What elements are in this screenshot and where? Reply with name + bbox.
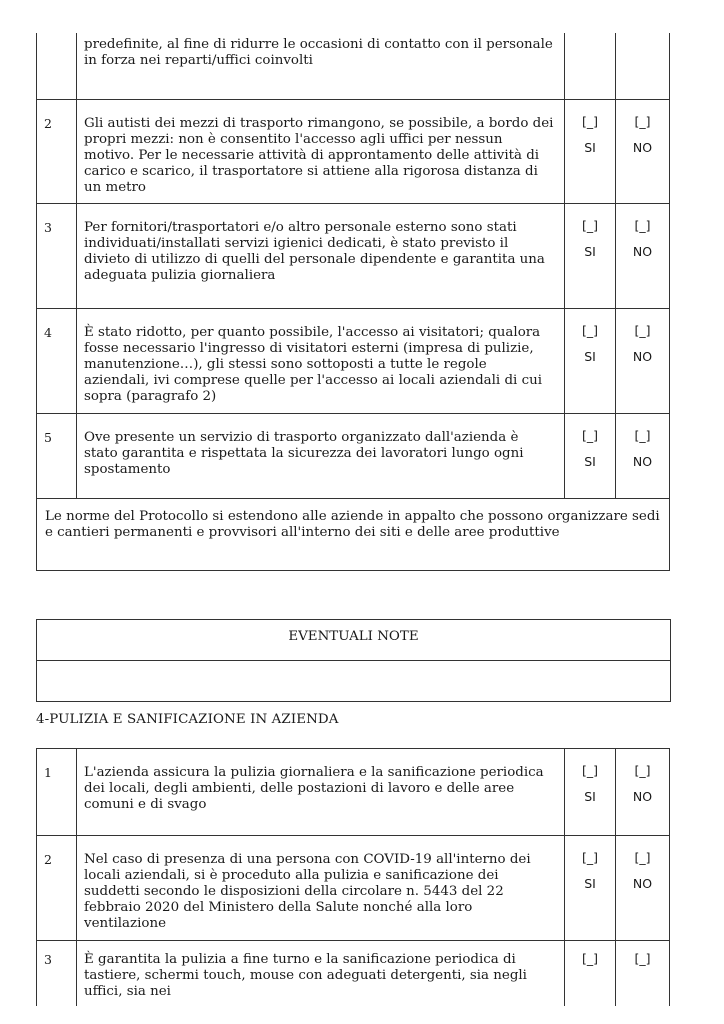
si-checkbox[interactable]: [_] — [581, 951, 598, 966]
table-row — [37, 749, 670, 836]
table-row — [37, 413, 670, 498]
no-cell — [616, 33, 670, 99]
section-heading: 4-PULIZIA E SANIFICAZIONE IN AZIENDA — [36, 712, 339, 727]
row-number-cell — [37, 33, 77, 99]
no-label: NO — [632, 789, 653, 804]
question-cell — [77, 33, 565, 99]
no-label: NO — [632, 876, 653, 891]
table-footer-row — [37, 498, 670, 570]
si-label: SI — [584, 348, 596, 364]
no-checkbox[interactable]: [_] — [634, 951, 651, 966]
table-row — [37, 836, 670, 941]
checklist-table-access — [36, 33, 670, 571]
no-label: NO — [632, 348, 653, 364]
no-checkbox[interactable]: [_] — [634, 763, 651, 778]
table-row — [37, 33, 670, 99]
si-label: SI — [584, 453, 596, 469]
si-label: SI — [584, 789, 596, 804]
si-label: SI — [584, 243, 596, 259]
table-row — [37, 308, 670, 413]
si-label: SI — [584, 876, 596, 891]
notes-table — [36, 619, 671, 702]
no-checkbox[interactable]: [_] — [634, 850, 651, 865]
footer-text: Le norme del Protocollo si estendono alle aziende in appalto che possono organizzare sedi e cantieri permanenti e provvisori all'interno dei siti e delle aree produttive — [37, 498, 670, 570]
row-number: 5 — [44, 429, 52, 445]
no-checkbox[interactable]: [_] — [634, 427, 651, 443]
si-checkbox[interactable]: [_] — [581, 113, 598, 129]
si-checkbox[interactable]: [_] — [581, 217, 598, 233]
row-number: 3 — [44, 952, 52, 967]
si-checkbox[interactable]: [_] — [581, 427, 598, 443]
question-text: È stato ridotto, per quanto possibile, l'accesso ai visitatori; qualora fosse necessario l'ingresso di visitatori esterni (impresa di pulizie, manutenzione…), gli stessi sono sottoposti a tutte le regole aziendali, ivi comprese quelle per l'accesso ai locali aziendali di cui sopra (paragrafo 2) — [84, 324, 542, 404]
question-text: Per fornitori/trasportatori e/o altro personale esterno sono stati individuati/installati servizi igienici dedicati, è stato previsto il divieto di utilizzo di quelli del personale dipendente e garantita una adeguata pulizia giornaliera — [84, 219, 545, 283]
row-number: 2 — [44, 115, 52, 131]
question-text: Gli autisti dei mezzi di trasporto rimangono, se possibile, a bordo dei propri mezzi: non è consentito l'accesso agli uffici per nessun motivo. Per le necessarie attività di approntamento delle attività di carico e scarico, il trasportatore si attiene alla rigorosa distanza di un metro — [84, 115, 554, 195]
no-label: NO — [632, 453, 653, 469]
no-label: NO — [632, 139, 653, 155]
checklist-table-cleaning — [36, 748, 670, 1006]
si-label: SI — [584, 139, 596, 155]
si-cell — [565, 33, 616, 99]
no-label: NO — [632, 243, 653, 259]
row-number: 1 — [44, 765, 52, 780]
no-checkbox[interactable]: [_] — [634, 322, 651, 338]
row-number: 2 — [44, 852, 52, 867]
question-text: Nel caso di presenza di una persona con COVID-19 all'interno dei locali aziendali, si è proceduto alla pulizia e sanificazione dei suddetti secondo le disposizioni della circolare n. 5443 del 22 febbraio 2020 del Ministero della Salute nonché alla loro ventilazione — [84, 852, 531, 931]
si-checkbox[interactable]: [_] — [581, 763, 598, 778]
question-text: Ove presente un servizio di trasporto organizzato dall'azienda è stato garantita e rispettata la sicurezza dei lavoratori lungo ogni spostamento — [84, 429, 524, 477]
question-text: È garantita la pulizia a fine turno e la sanificazione periodica di tastiere, schermi touch, mouse con adeguati detergenti, sia negli uffici, sia nei — [84, 952, 527, 999]
question-text: L'azienda assicura la pulizia giornaliera e la sanificazione periodica dei locali, degli ambienti, delle postazioni di lavoro e delle aree comuni e di svago — [84, 765, 544, 812]
notes-title: EVENTUALI NOTE — [37, 620, 671, 661]
question-text: predefinite, al fine di ridurre le occasioni di contatto con il personale in forza nei reparti/uffici coinvolti — [84, 37, 553, 68]
no-checkbox[interactable]: [_] — [634, 217, 651, 233]
no-checkbox[interactable]: [_] — [634, 113, 651, 129]
table-row — [37, 203, 670, 308]
table-row — [37, 99, 670, 203]
row-number: 3 — [44, 219, 52, 235]
notes-field[interactable] — [37, 661, 671, 702]
si-checkbox[interactable]: [_] — [581, 850, 598, 865]
row-number: 4 — [44, 324, 52, 340]
si-checkbox[interactable]: [_] — [581, 322, 598, 338]
table-row — [37, 941, 670, 1007]
